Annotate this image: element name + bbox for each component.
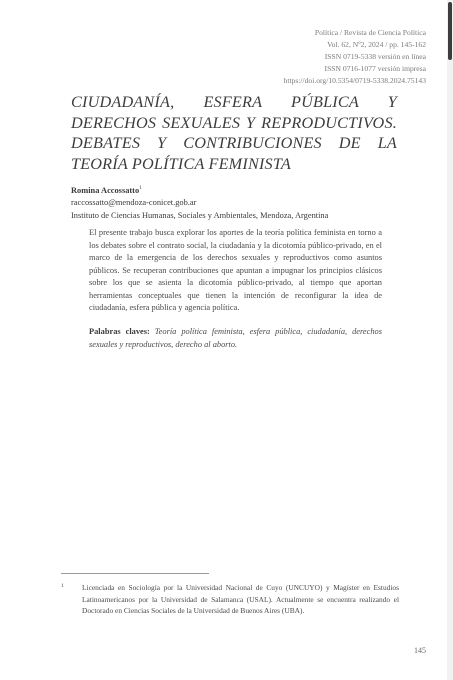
footnote-divider	[61, 573, 209, 574]
issn-online: ISSN 0719-5338 versión en línea	[324, 52, 426, 61]
footnote-marker: 1	[61, 583, 64, 589]
author-affiliation: Instituto de Ciencias Humanas, Sociales y Ambientales, Mendoza, Argentina	[71, 210, 329, 220]
footnote	[61, 582, 399, 617]
journal-volume: Vol. 62, Nº2, 2024 / pp. 145-162	[327, 40, 426, 49]
author-name-line	[71, 183, 401, 197]
footnote-text: Licenciada en Sociología por la Universidad Nacional de Cuyo (UNCUYO) y Magíster en Estudios Latinoamericanos por la Universidad de Salamanca (USAL). Actualmente se encuentra realizando el Doctorado en Ciencias Sociales de la Universidad de Buenos Aires (UBA).	[82, 583, 399, 615]
abstract: El presente trabajo busca explorar los aportes de la teoría política feminista en torno a los debates sobre el contrato social, la ciudadanía y la dicotomía público-privado, en el marco de la emergencia de los derechos sexuales y reproductivos como asuntos públicos. Se recuperan contribuciones que apuntan a impugnar los principios clásicos sobre los que se asienta la dicotomía público-privado, al tiempo que aportan herramientas conceptuales que tienen la intención de reconfigurar la idea de ciudadanía, esfera pública y agencia política.	[89, 228, 382, 312]
journal-header	[166, 27, 426, 87]
scrollbar[interactable]	[447, 0, 453, 680]
scrollbar-thumb[interactable]	[448, 2, 452, 60]
issn-print: ISSN 0716-1077 versión impresa	[324, 64, 426, 73]
author-email[interactable]: raccossatto@mendoza-conicet.gob.ar	[71, 198, 197, 208]
author-name: Romina Accossatto	[71, 185, 140, 195]
keywords-text: Teoría política feminista, esfera pública, ciudadanía, derechos sexuales y reproductivos, derecho al aborto.	[89, 327, 383, 349]
doi-link[interactable]: https://doi.org/10.5354/0719-5338.2024.75143	[283, 76, 426, 85]
journal-name: Política / Revista de Ciencia Política	[314, 28, 426, 37]
author-footnote-marker[interactable]: 1	[139, 186, 142, 191]
article-title: CIUDADANÍA, ESFERA PÚBLICA Y DERECHOS SEXUALES Y REPRODUCTIVOS. DEBATES Y CONTRIBUCIONES DE LA TEORÍA POLÍTICA FEMINISTA	[71, 93, 397, 173]
page-number: 145	[414, 646, 426, 655]
keywords-label: Palabras claves:	[89, 327, 150, 336]
author-block	[71, 183, 401, 223]
keywords	[89, 326, 382, 351]
